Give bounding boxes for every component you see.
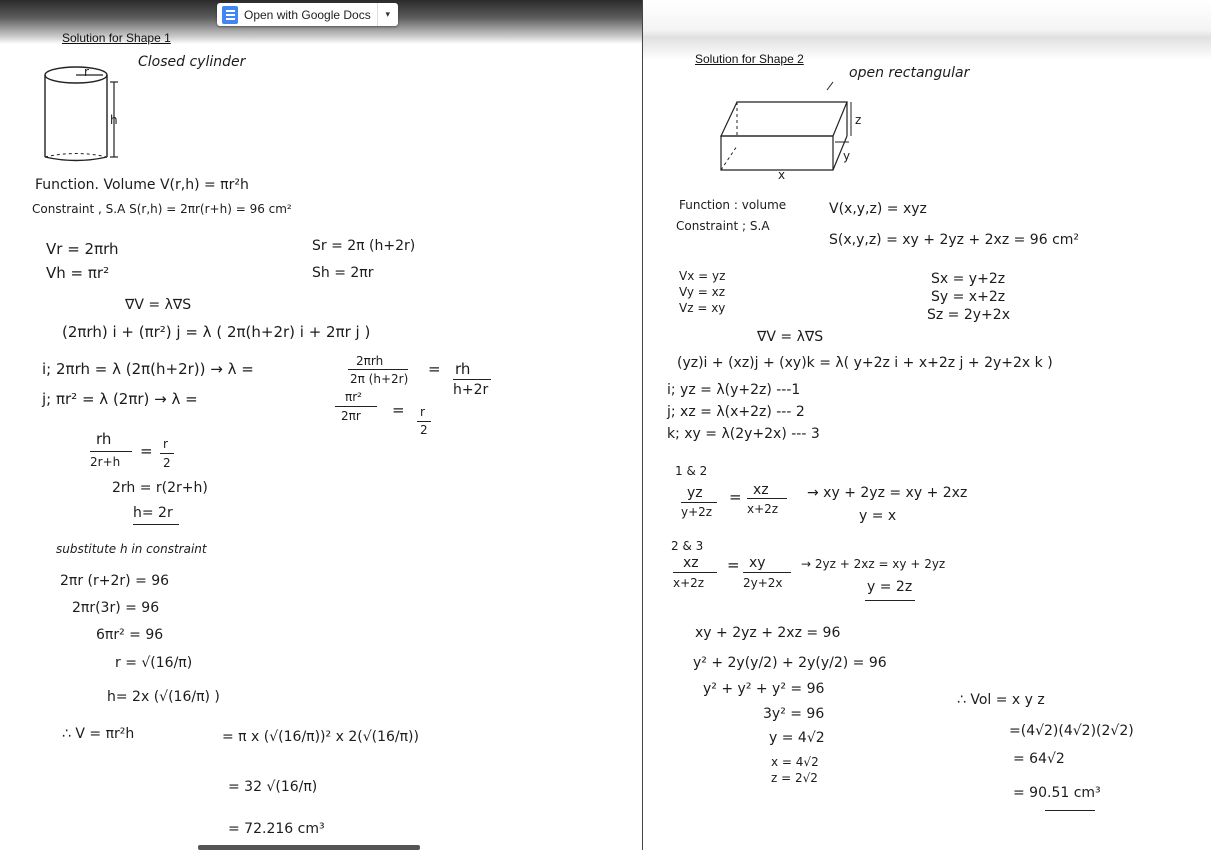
s1-substitute: substitute h in constraint xyxy=(56,542,207,556)
s1-eq-mid: = xyxy=(140,442,153,460)
s2-c4: 3y² = 96 xyxy=(763,706,825,722)
s2-s23-den: x+2z xyxy=(673,576,705,590)
shape2-title: open rectangular xyxy=(849,65,970,81)
cylinder-figure xyxy=(38,62,128,162)
s1-eq-num2: r xyxy=(163,437,168,451)
s2-sec12: 1 & 2 xyxy=(675,464,708,478)
s2-s23-result: → 2yz + 2xz = xy + 2yz xyxy=(801,557,946,571)
s2-s23-num2: xy xyxy=(749,555,766,571)
s2-s12-bar2 xyxy=(747,498,787,499)
s2-sx: Sx = y+2z xyxy=(931,271,1006,287)
s2-s12-num2: xz xyxy=(753,482,769,498)
s2-gradient: ∇V = λ∇S xyxy=(757,329,824,345)
s1-i-eq: i; 2πrh = λ (2π(h+2r)) → λ = xyxy=(42,360,254,378)
s1-gradient: ∇V = λ∇S xyxy=(125,297,192,313)
s2-c3: y² + y² + y² = 96 xyxy=(703,681,825,697)
s1-step1: 2rh = r(2r+h) xyxy=(112,480,208,496)
s2-c7: z = 2√2 xyxy=(771,771,818,785)
s1-eq-fraction-bar xyxy=(90,451,132,452)
s1-j-fraction-bar xyxy=(335,406,377,407)
s1-function: Function. Volume V(r,h) = πr²h xyxy=(35,177,249,193)
s1-v1: = π x (√(16/π))² x 2(√(16/π)) xyxy=(222,729,419,745)
s2-s12-result: → xy + 2yz = xy + 2xz xyxy=(807,485,968,501)
s2-s23-bar2 xyxy=(743,572,791,573)
s2-c6: x = 4√2 xyxy=(771,755,819,769)
s2-s12-answer: y = x xyxy=(859,508,897,524)
s1-j-den2: 2 xyxy=(420,423,428,437)
horizontal-scrollbar[interactable] xyxy=(198,845,420,850)
s1-eq-num: rh xyxy=(96,430,112,448)
s2-vol-underline xyxy=(1045,810,1095,811)
s1-sh: Sh = 2πr xyxy=(312,265,374,281)
s1-j-num2: r xyxy=(420,405,425,419)
document-page-2 xyxy=(643,0,1211,850)
s1-c1: 2πr (r+2r) = 96 xyxy=(60,573,170,589)
s2-function: Function : volume xyxy=(679,198,787,212)
s2-vol4: = 90.51 cm³ xyxy=(1013,785,1101,801)
s1-step2-underline xyxy=(133,524,179,525)
s2-s12-den: y+2z xyxy=(681,505,713,519)
s2-vol3: = 64√2 xyxy=(1013,751,1065,767)
s1-i-num2: rh xyxy=(455,360,471,378)
s2-s12-bar xyxy=(681,502,717,503)
s1-j-num: πr² xyxy=(345,390,362,404)
s2-sy: Sy = x+2z xyxy=(931,289,1006,305)
s2-s23-mid: = xyxy=(727,556,740,574)
s1-c3: 6πr² = 96 xyxy=(96,627,164,643)
cylinder-height-label: h xyxy=(110,113,118,127)
s2-s23-den2: 2y+2x xyxy=(743,576,783,590)
cylinder-radius-label: r xyxy=(84,65,89,79)
box-x-label: x xyxy=(778,168,786,182)
chevron-down-icon[interactable]: ▾ xyxy=(385,9,390,19)
open-with-label: Open with Google Docs xyxy=(244,7,371,22)
s1-sr: Sr = 2π (h+2r) xyxy=(312,238,416,254)
s1-eq-den: 2r+h xyxy=(90,455,121,469)
s2-s12-num: yz xyxy=(687,485,703,501)
s1-i-eq2: = xyxy=(428,360,441,378)
s2-vector-eq: (yz)i + (xz)j + (xy)k = λ( y+2z i + x+2z j + 2y+2x k ) xyxy=(677,355,1053,371)
s1-c2: 2πr(3r) = 96 xyxy=(72,600,160,616)
shape2-heading: Solution for Shape 2 xyxy=(695,52,804,66)
s1-v2: = 32 √(16/π) xyxy=(228,779,318,795)
s1-j-eq: j; πr² = λ (2πr) → λ = xyxy=(42,390,198,408)
s1-j-den: 2πr xyxy=(341,409,361,423)
shape1-heading: Solution for Shape 1 xyxy=(62,31,171,45)
box-y-label: y xyxy=(843,149,851,163)
s2-s23-underline xyxy=(865,600,915,601)
s2-constraint: Constraint ; S.A xyxy=(676,219,770,233)
s2-s23-num: xz xyxy=(683,555,699,571)
s2-c1: xy + 2yz + 2xz = 96 xyxy=(695,625,841,641)
s2-vol2: =(4√2)(4√2)(2√2) xyxy=(1009,723,1134,739)
s1-i-fraction-bar xyxy=(348,369,408,370)
s2-vx: Vx = yz xyxy=(679,269,726,283)
s2-constraint-eq: S(x,y,z) = xy + 2yz + 2xz = 96 cm² xyxy=(829,232,1080,248)
google-docs-icon xyxy=(222,6,238,24)
s2-s23-bar xyxy=(673,572,717,573)
open-box-figure xyxy=(717,86,857,182)
s2-vol1: ∴ Vol = x y z xyxy=(957,692,1045,708)
s1-c4: r = √(16/π) xyxy=(115,655,193,671)
s1-eq-fraction-bar2 xyxy=(160,453,174,454)
s1-i-fraction-bar2 xyxy=(453,379,491,380)
s2-c5: y = 4√2 xyxy=(769,730,825,746)
s1-eq-den2: 2 xyxy=(163,456,171,470)
s2-vy: Vy = xz xyxy=(679,285,726,299)
s1-j-eq2: = xyxy=(392,401,405,419)
s2-function-eq: V(x,y,z) = xyz xyxy=(829,201,927,217)
s1-constraint: Constraint , S.A S(r,h) = 2πr(r+h) = 96 cm² xyxy=(32,202,292,216)
open-with-google-docs-button[interactable] xyxy=(217,3,398,26)
box-z-label: z xyxy=(855,113,862,127)
s1-c5: h= 2x (√(16/π) ) xyxy=(107,689,220,705)
s2-s12-den2: x+2z xyxy=(747,502,779,516)
shape1-title: Closed cylinder xyxy=(138,54,246,70)
s1-step2: h= 2r xyxy=(133,505,173,521)
s1-therefore: ∴ V = πr²h xyxy=(62,726,135,742)
s1-j-fraction-bar2 xyxy=(417,421,431,422)
s2-sec23: 2 & 3 xyxy=(671,539,704,553)
s2-s23-answer: y = 2z xyxy=(867,579,913,595)
s1-v3: = 72.216 cm³ xyxy=(228,821,325,837)
s1-i-num: 2πrh xyxy=(356,354,384,368)
s2-k-eq: k; xy = λ(2y+2x) --- 3 xyxy=(667,426,820,442)
s1-vector-eq: (2πrh) i + (πr²) j = λ ( 2π(h+2r) i + 2πr j ) xyxy=(62,323,371,341)
s1-vh: Vh = πr² xyxy=(46,264,110,282)
s1-vr: Vr = 2πrh xyxy=(46,240,119,258)
s2-c2: y² + 2y(y/2) + 2y(y/2) = 96 xyxy=(693,655,887,671)
s1-i-den2: h+2r xyxy=(453,382,489,398)
s2-vz: Vz = xy xyxy=(679,301,726,315)
s2-s12-mid: = xyxy=(729,488,742,506)
s1-i-den: 2π (h+2r) xyxy=(350,372,409,386)
s2-sz: Sz = 2y+2x xyxy=(927,307,1010,323)
s2-i-eq: i; yz = λ(y+2z) ---1 xyxy=(667,382,801,398)
s2-j-eq: j; xz = λ(x+2z) --- 2 xyxy=(667,404,805,420)
